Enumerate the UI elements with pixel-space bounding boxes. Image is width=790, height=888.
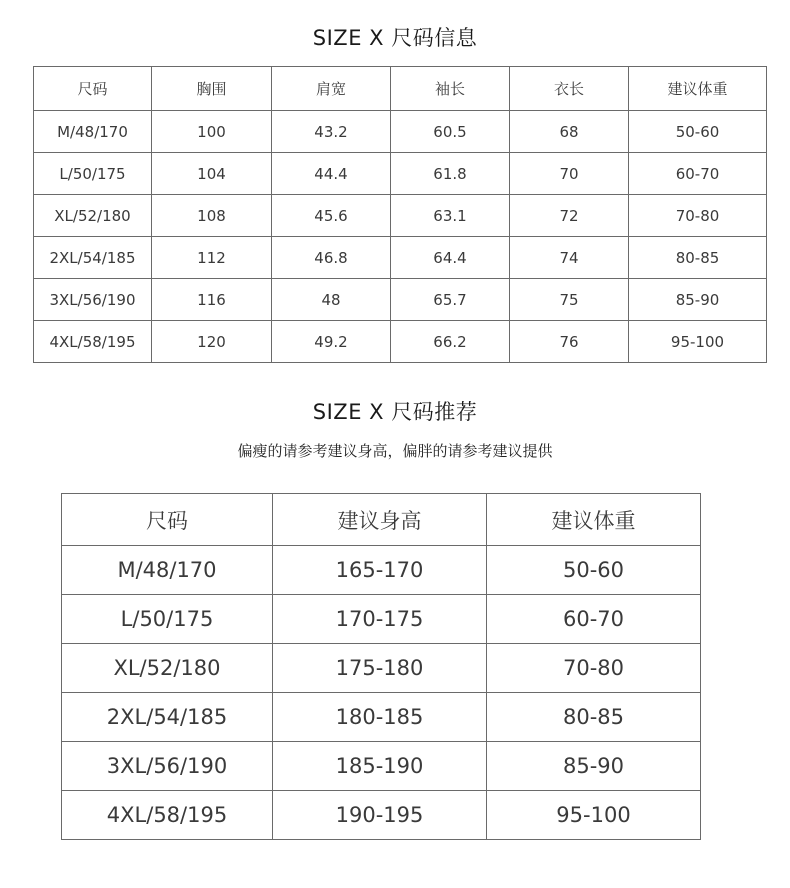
table-cell: 95-100 xyxy=(629,321,767,363)
table-cell: L/50/175 xyxy=(34,153,152,195)
size-recommend-table xyxy=(61,493,701,840)
table-row xyxy=(34,279,767,321)
table-cell: 185-190 xyxy=(273,742,487,791)
table-cell: 112 xyxy=(152,237,272,279)
table-cell: 44.4 xyxy=(272,153,391,195)
table-header-row xyxy=(62,494,701,546)
table-cell: 80-85 xyxy=(629,237,767,279)
table-header-row xyxy=(34,67,767,111)
table-cell: 80-85 xyxy=(487,693,701,742)
column-header-height: 建议身高 xyxy=(273,494,487,546)
table-cell: 65.7 xyxy=(391,279,510,321)
table-row xyxy=(34,237,767,279)
table-cell: 4XL/58/195 xyxy=(62,791,273,840)
table-cell: 64.4 xyxy=(391,237,510,279)
table-cell: 85-90 xyxy=(629,279,767,321)
table-cell: 61.8 xyxy=(391,153,510,195)
table-cell: 63.1 xyxy=(391,195,510,237)
table-cell: 175-180 xyxy=(273,644,487,693)
table-cell: 70-80 xyxy=(629,195,767,237)
table-cell: 46.8 xyxy=(272,237,391,279)
table-cell: 95-100 xyxy=(487,791,701,840)
column-header-chest: 胸围 xyxy=(152,67,272,111)
table-cell: 104 xyxy=(152,153,272,195)
table-cell: 3XL/56/190 xyxy=(62,742,273,791)
table-cell: 45.6 xyxy=(272,195,391,237)
table-cell: 68 xyxy=(510,111,629,153)
table-cell: 116 xyxy=(152,279,272,321)
table-cell: 3XL/56/190 xyxy=(34,279,152,321)
column-header-shoulder: 肩宽 xyxy=(272,67,391,111)
table-cell: 190-195 xyxy=(273,791,487,840)
column-header-weight: 建议体重 xyxy=(629,67,767,111)
table-cell: 70 xyxy=(510,153,629,195)
table-cell: XL/52/180 xyxy=(62,644,273,693)
column-header-sleeve: 袖长 xyxy=(391,67,510,111)
column-header-size: 尺码 xyxy=(34,67,152,111)
table-cell: M/48/170 xyxy=(34,111,152,153)
table-row xyxy=(34,111,767,153)
table-row xyxy=(62,693,701,742)
table-row xyxy=(34,321,767,363)
table-cell: 60-70 xyxy=(487,595,701,644)
table-cell: XL/52/180 xyxy=(34,195,152,237)
table-cell: 2XL/54/185 xyxy=(62,693,273,742)
table-row xyxy=(62,595,701,644)
table-cell: 70-80 xyxy=(487,644,701,693)
table-cell: 72 xyxy=(510,195,629,237)
table-cell: 49.2 xyxy=(272,321,391,363)
table-cell: 74 xyxy=(510,237,629,279)
table-cell: 50-60 xyxy=(487,546,701,595)
table-row xyxy=(34,195,767,237)
size-recommend-note: 偏瘦的请参考建议身高，偏胖的请参考建议提供 xyxy=(237,442,553,460)
table-row xyxy=(62,644,701,693)
table-cell: 66.2 xyxy=(391,321,510,363)
table-cell: 60.5 xyxy=(391,111,510,153)
table-cell: 60-70 xyxy=(629,153,767,195)
table-cell: M/48/170 xyxy=(62,546,273,595)
table-cell: 100 xyxy=(152,111,272,153)
table-cell: 170-175 xyxy=(273,595,487,644)
table-row xyxy=(62,546,701,595)
table-cell: L/50/175 xyxy=(62,595,273,644)
column-header-size: 尺码 xyxy=(62,494,273,546)
table-cell: 2XL/54/185 xyxy=(34,237,152,279)
table-cell: 50-60 xyxy=(629,111,767,153)
table-row xyxy=(62,742,701,791)
size-info-table xyxy=(33,66,767,363)
table-cell: 75 xyxy=(510,279,629,321)
size-recommend-title: SIZE X 尺码推荐 xyxy=(312,400,478,424)
table-cell: 180-185 xyxy=(273,693,487,742)
size-info-title: SIZE X 尺码信息 xyxy=(312,26,478,50)
table-cell: 43.2 xyxy=(272,111,391,153)
table-cell: 120 xyxy=(152,321,272,363)
table-cell: 4XL/58/195 xyxy=(34,321,152,363)
table-cell: 85-90 xyxy=(487,742,701,791)
column-header-weight: 建议体重 xyxy=(487,494,701,546)
table-row xyxy=(34,153,767,195)
table-cell: 76 xyxy=(510,321,629,363)
table-cell: 165-170 xyxy=(273,546,487,595)
table-cell: 48 xyxy=(272,279,391,321)
table-row xyxy=(62,791,701,840)
table-cell: 108 xyxy=(152,195,272,237)
column-header-length: 衣长 xyxy=(510,67,629,111)
